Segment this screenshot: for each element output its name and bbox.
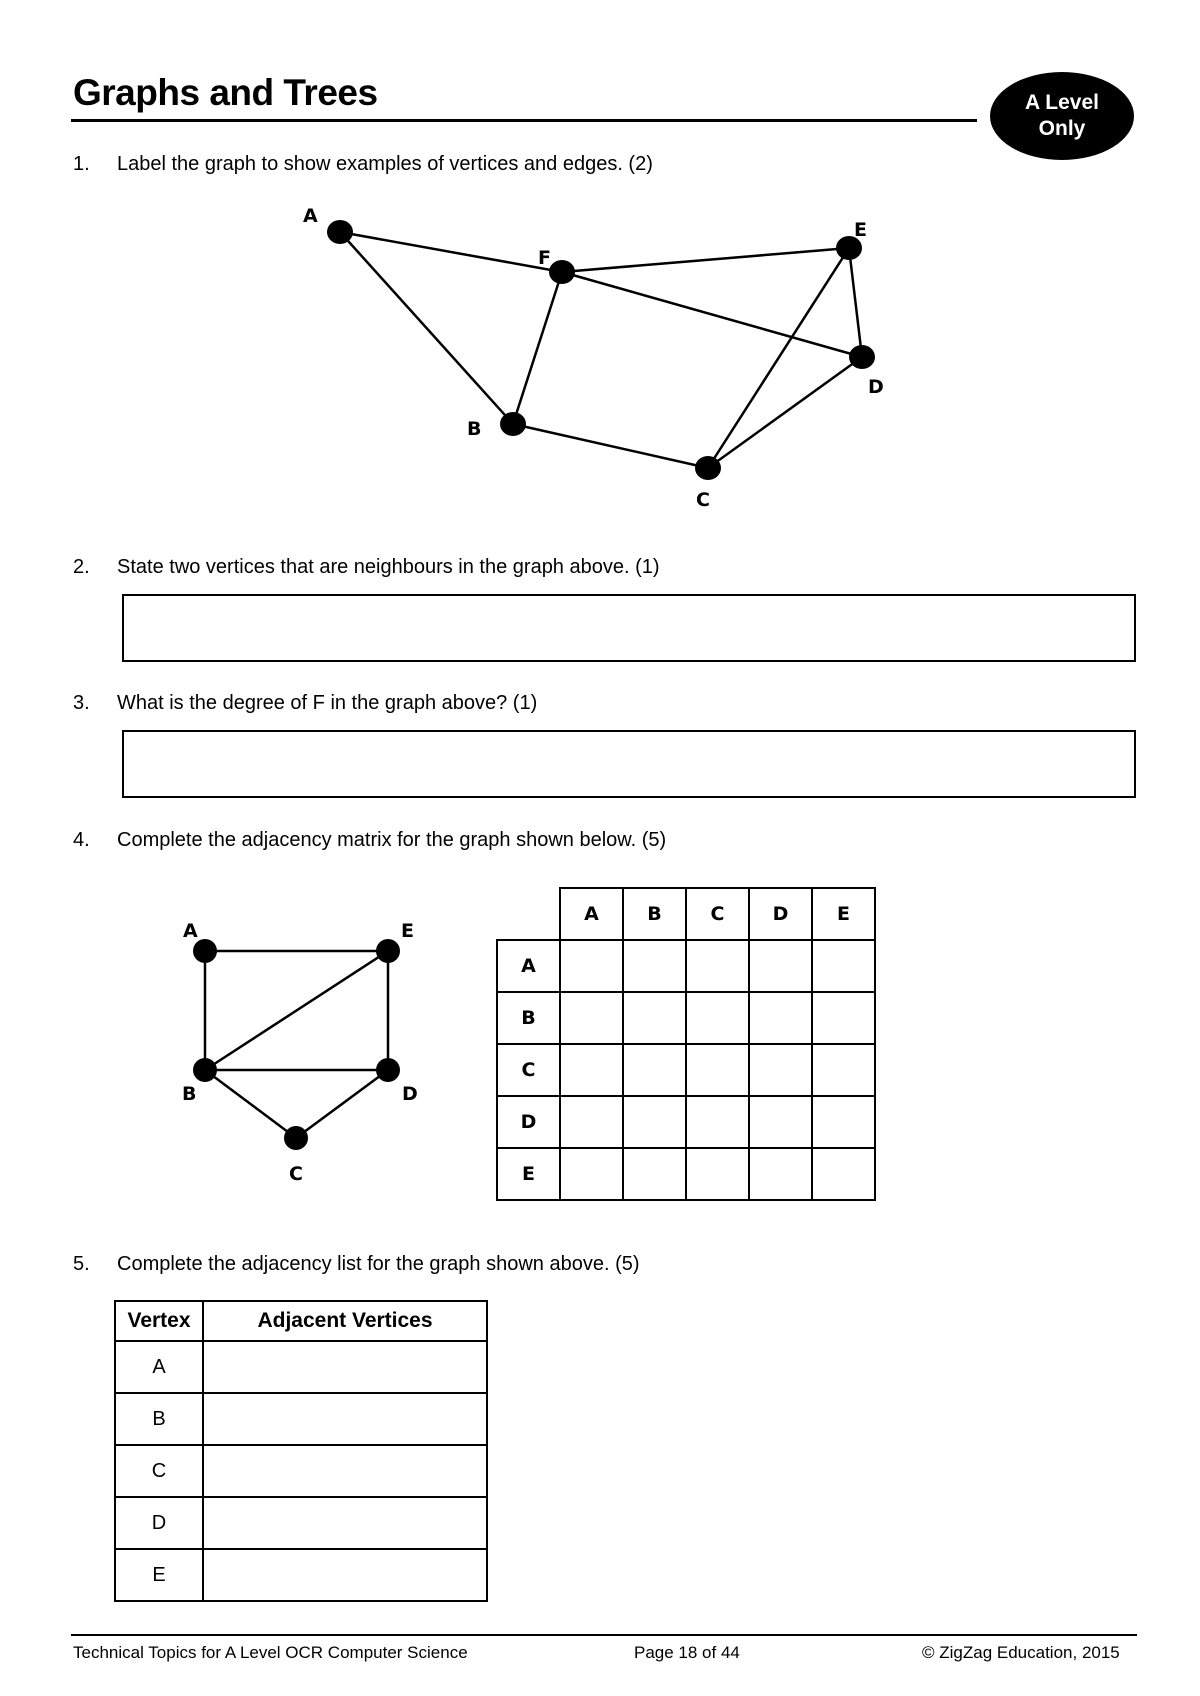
adjacent-vertices-cell[interactable] [203,1341,487,1393]
matrix-cell[interactable] [560,992,623,1044]
matrix-cell[interactable] [560,940,623,992]
question-number: 3. [73,692,90,714]
vertex-cell: D [115,1497,203,1549]
edge-f-d [562,272,862,357]
matrix-col-header: D [749,888,812,940]
edge-e-b [205,951,388,1070]
edge-d-c [296,1070,388,1138]
vertex-cell: C [115,1445,203,1497]
vertex-d [849,345,875,369]
footer-page-number: Page 18 of 44 [634,1643,740,1662]
adjacency-row [115,1549,487,1601]
page-title: Graphs and Trees [73,72,378,113]
matrix-header-row [497,888,875,940]
matrix-cell[interactable] [686,992,749,1044]
badge-line-2: Only [1038,117,1086,140]
label-c: C [696,489,710,511]
footer-book-title: Technical Topics for A Level OCR Computer Science [73,1643,468,1662]
matrix-cell[interactable] [623,1096,686,1148]
footer-rule [71,1634,1137,1636]
vertex-c [284,1126,308,1150]
matrix-cell[interactable] [812,992,875,1044]
vertex-a [327,220,353,244]
matrix-cell[interactable] [749,1096,812,1148]
label-d: D [402,1083,418,1105]
answer-box-3[interactable] [122,730,1136,798]
question-number: 5. [73,1253,90,1275]
matrix-cell[interactable] [812,940,875,992]
vertex-a [193,939,217,963]
matrix-cell[interactable] [623,940,686,992]
label-c: C [289,1163,303,1185]
matrix-col-header: E [812,888,875,940]
graph-1 [0,0,1200,520]
matrix-cell[interactable] [623,1044,686,1096]
matrix-cell[interactable] [749,992,812,1044]
badge-line-1: A Level [1025,91,1099,114]
edge-a-f [340,232,562,272]
vertex-d [376,1058,400,1082]
vertex-c [695,456,721,480]
adjacent-vertices-cell[interactable] [203,1445,487,1497]
vertex-b [500,412,526,436]
edge-f-b [513,272,562,424]
label-f: F [538,247,551,269]
vertex-f [549,260,575,284]
footer-copyright: © ZigZag Education, 2015 [922,1643,1120,1662]
matrix-row-header: E [497,1148,560,1200]
edge-e-c [708,248,849,468]
label-b: B [182,1083,197,1105]
edge-b-c [205,1070,296,1138]
graph-2 [0,880,480,1200]
vertex-e [376,939,400,963]
question-text: State two vertices that are neighbours in the graph above. (1) [117,556,660,578]
matrix-cell[interactable] [749,1148,812,1200]
adjacency-list-table [114,1300,488,1602]
matrix-corner [497,888,560,940]
edge-d-c [708,357,862,468]
vertex-column-header: Vertex [115,1301,203,1341]
question-number: 1. [73,153,90,175]
edge-e-d [849,248,862,357]
edge-b-c [513,424,708,468]
question-text: Label the graph to show examples of vertices and edges. (2) [117,153,653,175]
vertex-cell: B [115,1393,203,1445]
question-text: What is the degree of F in the graph above? (1) [117,692,538,714]
edge-f-e [562,248,849,272]
adjacent-vertices-cell[interactable] [203,1549,487,1601]
vertex-cell: E [115,1549,203,1601]
matrix-row-header: A [497,940,560,992]
question-text: Complete the adjacency matrix for the graph shown below. (5) [117,829,667,851]
vertex-cell: A [115,1341,203,1393]
adjacency-matrix [496,887,876,1201]
matrix-cell[interactable] [812,1096,875,1148]
question-text: Complete the adjacency list for the graph shown above. (5) [117,1253,640,1275]
matrix-row [497,1096,875,1148]
adjacency-row [115,1393,487,1445]
label-e: E [401,920,414,942]
matrix-col-header: B [623,888,686,940]
matrix-row [497,1148,875,1200]
matrix-row [497,940,875,992]
adjacent-vertices-cell[interactable] [203,1497,487,1549]
matrix-cell[interactable] [686,1044,749,1096]
matrix-row [497,992,875,1044]
matrix-cell[interactable] [623,1148,686,1200]
label-e: E [854,219,867,241]
matrix-cell[interactable] [686,940,749,992]
adjacency-header-row [115,1301,487,1341]
matrix-cell[interactable] [812,1044,875,1096]
answer-box-2[interactable] [122,594,1136,662]
vertex-b [193,1058,217,1082]
matrix-cell[interactable] [560,1044,623,1096]
edge-a-b [340,232,513,424]
matrix-cell[interactable] [686,1148,749,1200]
matrix-row-header: D [497,1096,560,1148]
matrix-col-header: A [560,888,623,940]
adjacency-row [115,1497,487,1549]
question-number: 4. [73,829,90,851]
adjacent-vertices-cell[interactable] [203,1393,487,1445]
adjacent-vertices-column-header: Adjacent Vertices [203,1301,487,1341]
label-a: A [183,920,198,942]
matrix-cell[interactable] [749,1044,812,1096]
matrix-row-header: B [497,992,560,1044]
matrix-cell[interactable] [560,1096,623,1148]
matrix-cell[interactable] [560,1148,623,1200]
label-d: D [868,376,884,398]
matrix-cell[interactable] [812,1148,875,1200]
matrix-col-header: C [686,888,749,940]
adjacency-row [115,1341,487,1393]
matrix-row [497,1044,875,1096]
adjacency-row [115,1445,487,1497]
question-number: 2. [73,556,90,578]
matrix-cell[interactable] [623,992,686,1044]
matrix-cell[interactable] [749,940,812,992]
matrix-row-header: C [497,1044,560,1096]
label-a: A [303,205,318,227]
label-b: B [467,418,482,440]
matrix-cell[interactable] [686,1096,749,1148]
